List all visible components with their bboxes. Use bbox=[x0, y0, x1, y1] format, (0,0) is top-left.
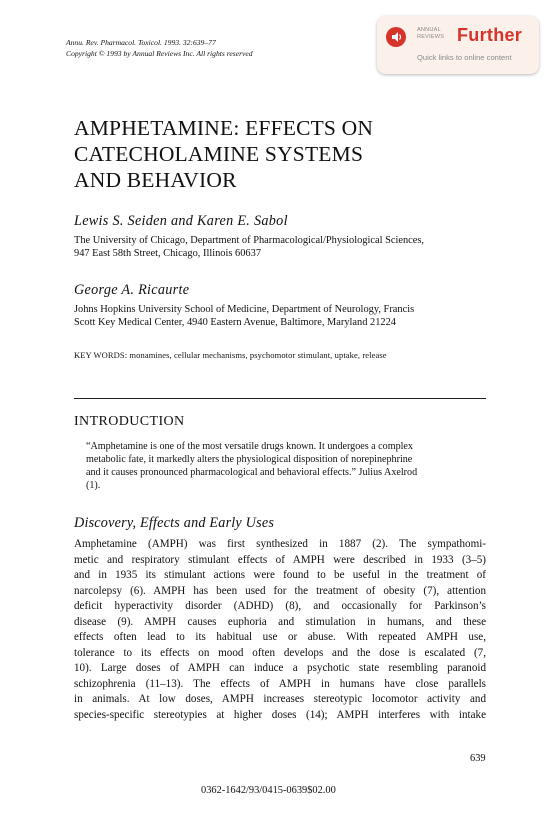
title-line: AMPHETAMINE: EFFECTS ON bbox=[74, 116, 374, 140]
article-title bbox=[74, 115, 494, 193]
epigraph-quote bbox=[86, 440, 478, 492]
body-line: metic and respiratory stimulant effects of AMPH were described in 1933 (3–5) bbox=[74, 553, 486, 566]
author-affiliation bbox=[74, 234, 424, 261]
introduction-heading: INTRODUCTION bbox=[74, 414, 185, 429]
body-line: effects often lead to its habitual use or abuse. With repeated AMPH use, bbox=[74, 631, 486, 644]
body-line: in animals. At low doses, AMPH increases stereotypic locomotor activity and bbox=[74, 693, 486, 706]
title-line: CATECHOLAMINE SYSTEMS bbox=[74, 142, 364, 166]
epigraph-line: (1). bbox=[86, 480, 101, 491]
journal-citation: Annu. Rev. Pharmacol. Toxicol. 1993. 32:639–77 bbox=[66, 38, 216, 47]
page-number: 639 bbox=[470, 753, 486, 764]
body-line: disease (9). AMPH causes euphoria and stimulation in humans, and these bbox=[74, 615, 486, 628]
price-code: 0362-1642/93/0415-0639$02.00 bbox=[201, 785, 336, 796]
copyright-line: Copyright © 1993 by Annual Reviews Inc. All rights reserved bbox=[66, 49, 253, 58]
affiliation-line: Johns Hopkins University School of Medicine, Department of Neurology, Francis bbox=[74, 304, 415, 315]
affiliation-line: Scott Key Medical Center, 4940 Eastern Avenue, Baltimore, Maryland 21224 bbox=[74, 317, 396, 329]
affiliation-line: 947 East 58th Street, Chicago, Illinois 60637 bbox=[74, 248, 262, 260]
body-line: Amphetamine (AMPH) was first synthesized in 1887 (2). The sympathomi- bbox=[74, 538, 486, 550]
epigraph-line: and it causes pronounced pharmacological and behavioral effects.” Julius Axelrod bbox=[86, 467, 418, 478]
epigraph-line: “Amphetamine is one of the most versatile drugs known. It undergoes a complex bbox=[86, 441, 413, 452]
section-divider bbox=[74, 398, 486, 399]
epigraph-line: metabolic fate, it markedly alters the physiological disposition of norepinephrine bbox=[86, 454, 413, 465]
body-line: and in 1935 its stimulant actions were found to be useful in the treatment of bbox=[74, 569, 486, 582]
body-line: deficit hyperactivity disorder (ADHD) (8), and occasionally for Parkinson’s bbox=[74, 600, 486, 613]
discovery-heading: Discovery, Effects and Early Uses bbox=[74, 515, 275, 531]
further-title: Further bbox=[457, 25, 523, 45]
author-names: Lewis S. Seiden and Karen E. Sabol bbox=[74, 213, 288, 229]
title-line: AND BEHAVIOR bbox=[74, 168, 237, 192]
body-line: tolerance to its effects on mood often develops and the dose is escalated (7, bbox=[74, 646, 486, 659]
annual-label: ANNUAL bbox=[417, 27, 441, 33]
speaker-icon bbox=[386, 27, 406, 47]
further-subtitle: Quick links to online content bbox=[417, 53, 512, 62]
further-badge[interactable] bbox=[377, 16, 539, 74]
body-line: species-specific stereotypies at higher doses (14); AMPH interferes with intake bbox=[74, 709, 486, 722]
key-words: KEY WORDS: monamines, cellular mechanisms, psychomotor stimulant, uptake, release bbox=[74, 350, 387, 360]
author-affiliation bbox=[74, 303, 414, 330]
body-line: 10). Large doses of AMPH can induce a psychotic state resembling paranoid bbox=[74, 662, 486, 675]
author-names: George A. Ricaurte bbox=[74, 282, 190, 298]
reviews-label: REVIEWS bbox=[417, 34, 445, 40]
body-line: narcolepsy (6). AMPH has been used for the treatment of obesity (7), attention bbox=[74, 584, 486, 597]
body-line: schizophrenia (11–13). The effects of AMPH in humans have close parallels bbox=[74, 677, 486, 690]
body-paragraph bbox=[74, 537, 486, 724]
affiliation-line: The University of Chicago, Department of Pharmacological/Physiological Sciences, bbox=[74, 235, 425, 246]
